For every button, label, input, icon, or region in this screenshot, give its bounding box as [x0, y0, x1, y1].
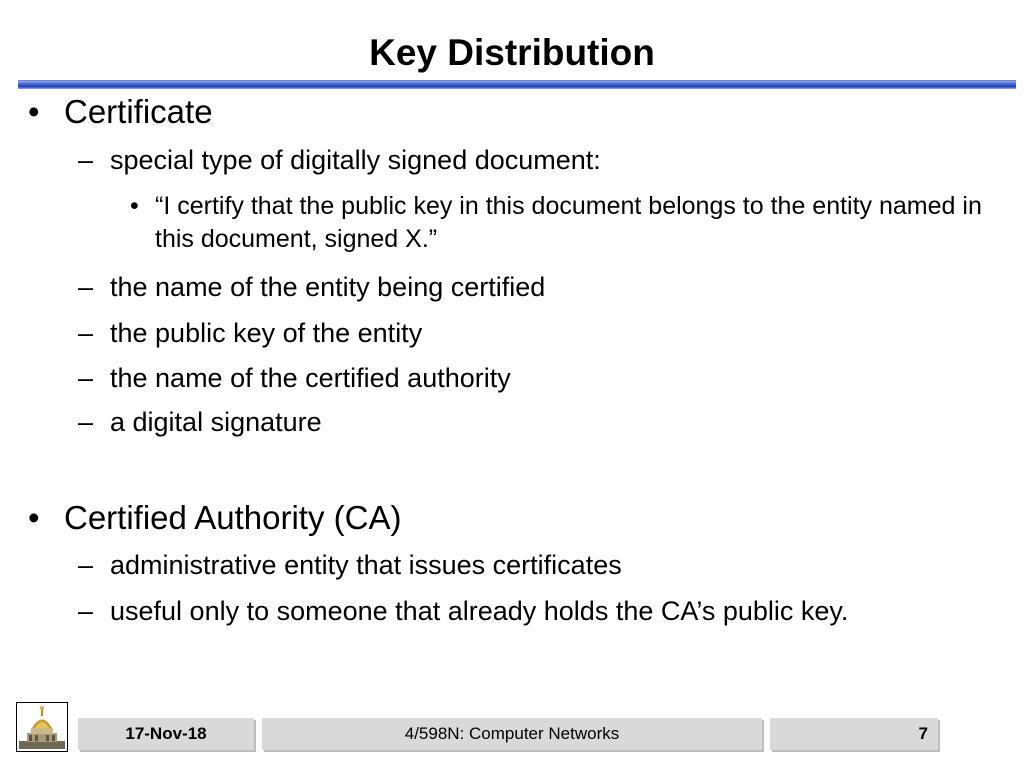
bullet-certificate: [0, 92, 1024, 132]
sub-bullet-text: a digital signature: [110, 407, 322, 437]
sub-bullet-text: useful only to someone that already holds the CA’s public key.: [110, 596, 849, 626]
sub-sub-bullet-quote: [0, 190, 1024, 258]
sub-bullet-digital-signature: [0, 405, 1024, 439]
sub-bullet-useful-only: [0, 594, 1024, 664]
dash-marker: –: [78, 318, 94, 348]
dash-marker: –: [78, 407, 94, 437]
sub-bullet-text: the name of the certified authority: [110, 363, 511, 393]
footer-page-number: 7: [770, 718, 938, 750]
slide-title: Key Distribution: [369, 32, 655, 73]
sub-bullet-public-key: [0, 316, 1024, 350]
bullet-text: Certificate: [64, 93, 213, 130]
sub-bullet-special-type: [0, 143, 1024, 177]
bullet-marker: •: [28, 93, 40, 130]
bullet-certified-authority: [0, 498, 1024, 538]
sub-bullet-text: the public key of the entity: [110, 318, 423, 348]
footer-date: 17-Nov-18: [78, 718, 254, 750]
sub-bullet-administrative-entity: [0, 548, 1024, 582]
sub-bullet-text: the name of the entity being certified: [110, 272, 546, 302]
sub-bullet-text: special type of digitally signed document:: [110, 145, 601, 175]
sub-bullet-text: administrative entity that issues certificates: [110, 550, 622, 580]
footer-course-title: 4/598N: Computer Networks: [262, 718, 762, 750]
bullet-marker: •: [130, 192, 139, 220]
dash-marker: –: [78, 550, 94, 580]
quote-text: “I certify that the public key in this document belongs to the entity named in this document, signed X.”: [155, 192, 982, 253]
sub-bullet-authority-name: [0, 361, 1024, 395]
bullet-marker: •: [28, 499, 40, 536]
dash-marker: –: [78, 145, 94, 175]
dash-marker: –: [78, 363, 94, 393]
bullet-text: Certified Authority (CA): [64, 499, 402, 536]
golden-dome-icon: [16, 702, 68, 752]
sub-bullet-entity-name: [0, 270, 1024, 304]
dash-marker: –: [78, 596, 94, 626]
golden-dome-svg: [17, 703, 67, 751]
dash-marker: –: [78, 272, 94, 302]
